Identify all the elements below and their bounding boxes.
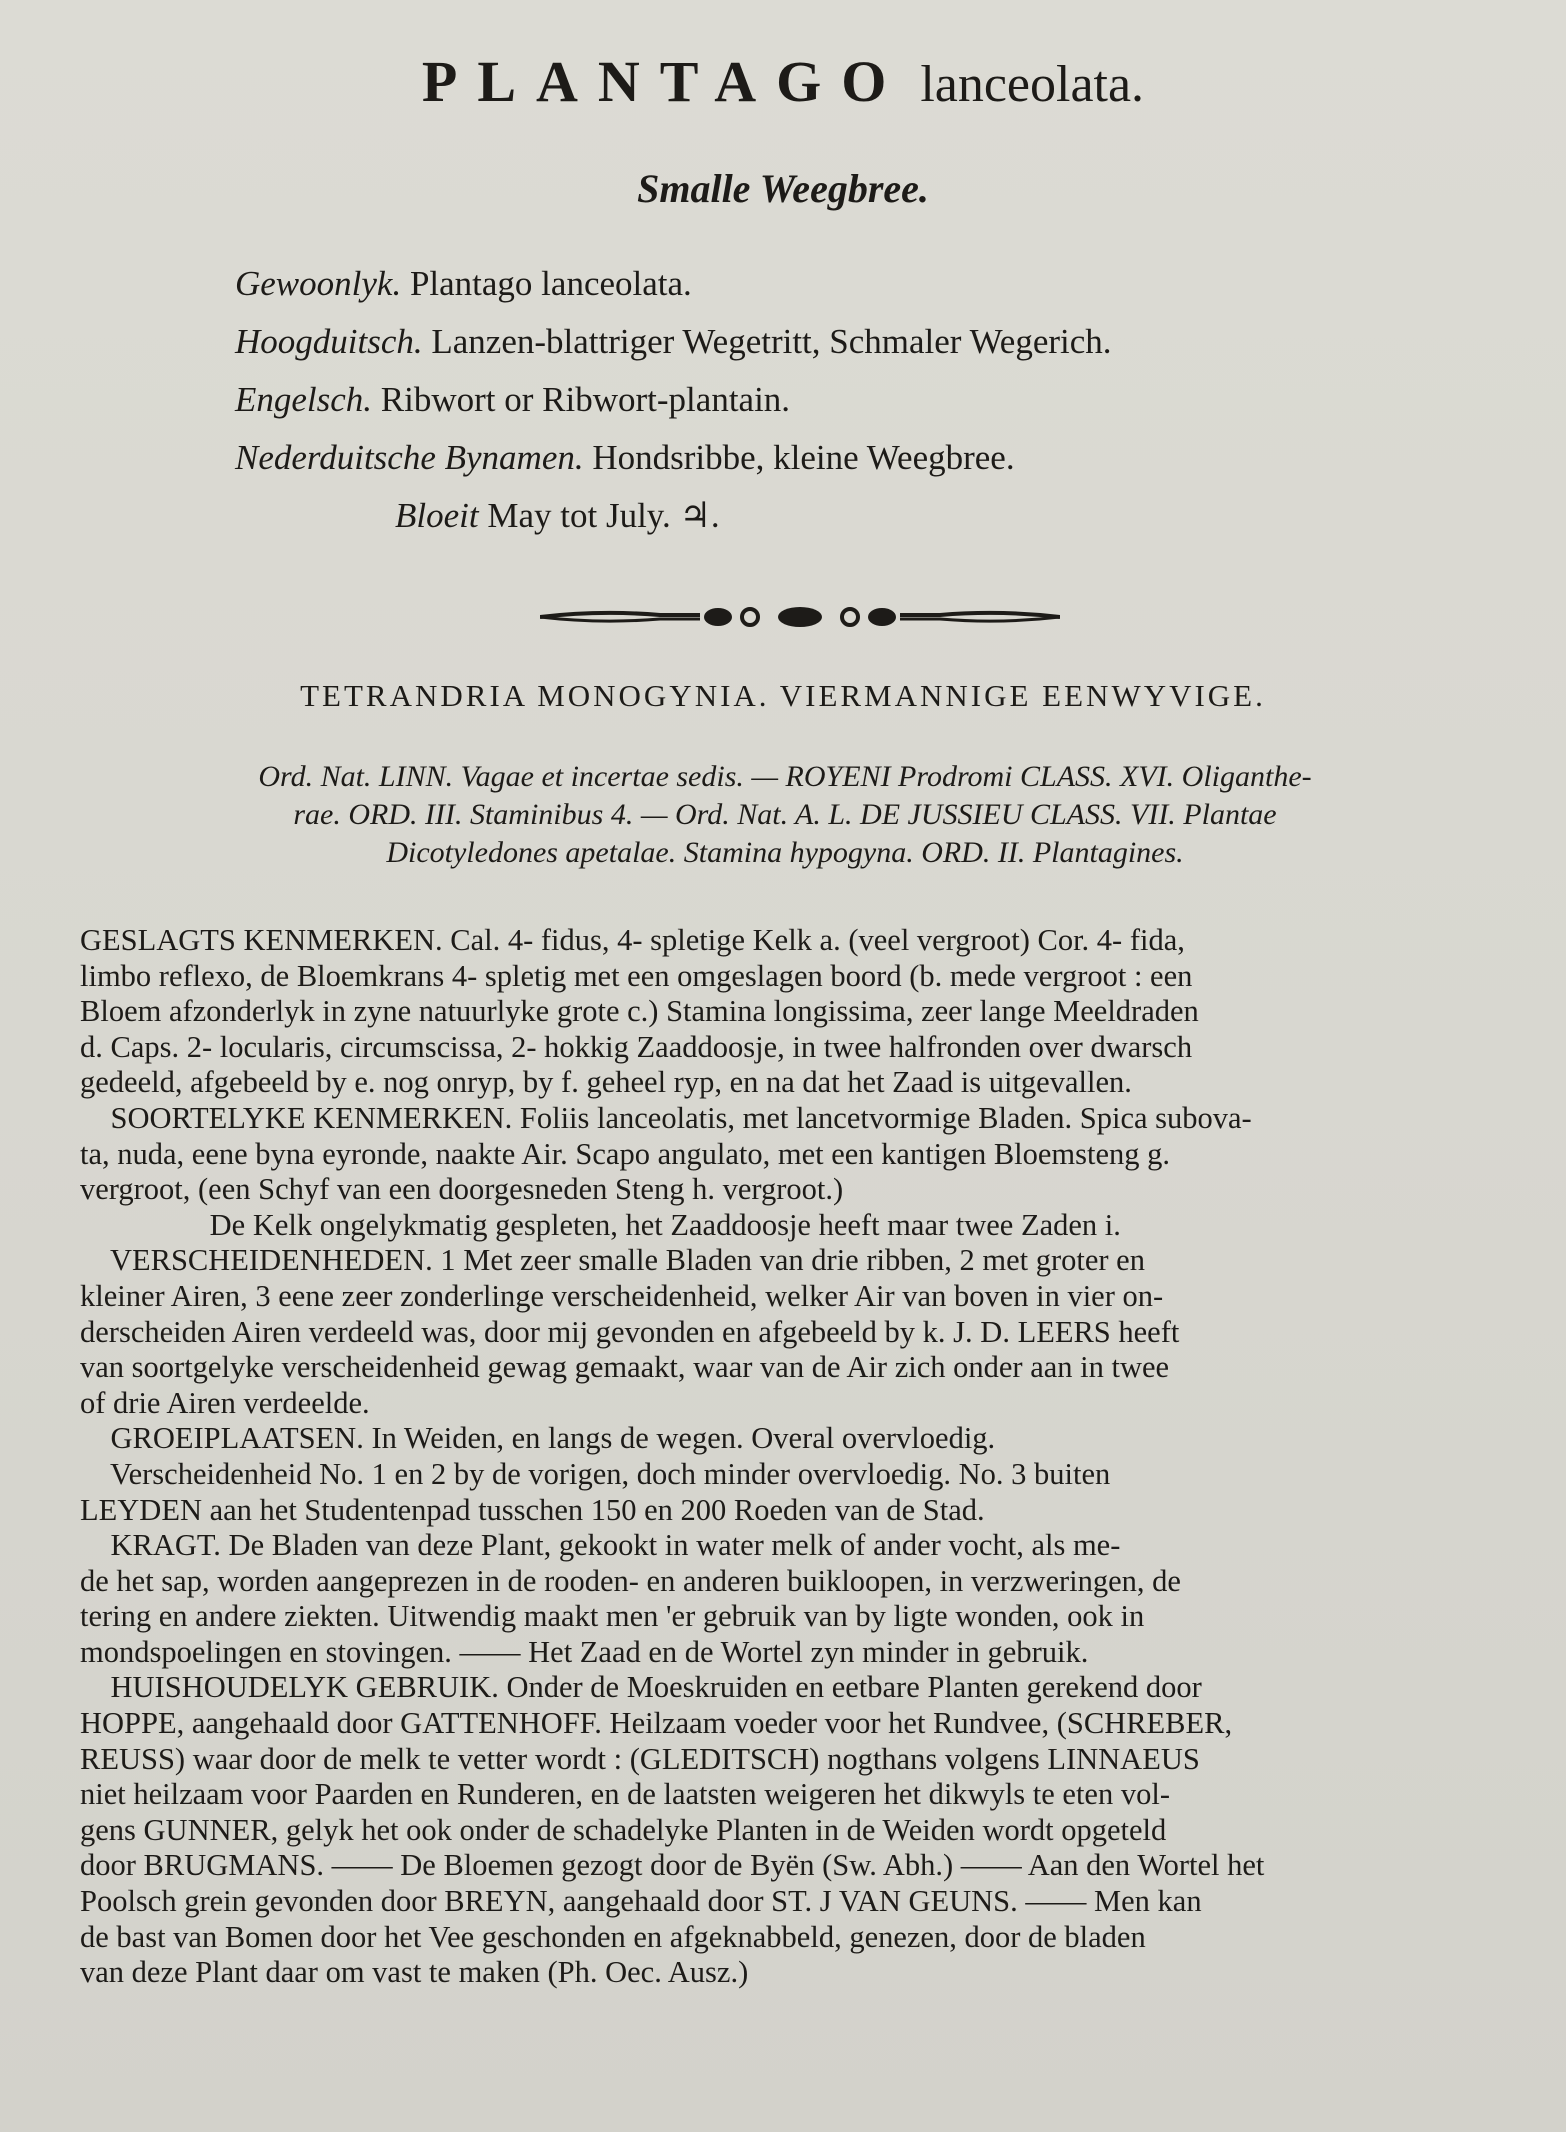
name-text: May tot July. ♃. — [487, 496, 720, 535]
name-text: Hondsribbe, kleine Weegbree. — [592, 438, 1015, 477]
body-line: van soortgelyke verscheidenheid gewag gemaakt, waar van de Air zich onder aan in twee — [80, 1350, 1170, 1385]
body-line: REUSS) waar door de melk te vetter wordt : (GLEDITSCH) nogthans volgens LINNAEUS — [80, 1741, 1200, 1776]
body-line: KRAGT. De Bladen van deze Plant, gekookt in water melk of ander vocht, als me- — [80, 1528, 1121, 1563]
name-label: Gewoonlyk. — [235, 264, 402, 303]
name-label: Bloeit — [395, 496, 479, 535]
body-line: kleiner Airen, 3 eene zeer zonderlinge verscheidenheid, welker Air van boven in vier on- — [80, 1278, 1164, 1313]
body-line: ta, nuda, eene byna eyronde, naakte Air. Scapo angulato, met een kantigen Bloemsteng g. — [80, 1136, 1171, 1171]
body-line: GROEIPLAATSEN. In Weiden, en langs de wegen. Overal overvloedig. — [80, 1421, 996, 1456]
body-line: derscheiden Airen verdeeld was, door mij gevonden en afgebeeld by k. J. D. LEERS heeft — [80, 1314, 1180, 1349]
linnaean-class-heading: TETRANDRIA MONOGYNIA. VIERMANNIGE EENWYVIGE. — [300, 678, 1266, 713]
name-line-english — [235, 371, 1335, 429]
body-line: of drie Airen verdeelde. — [80, 1385, 370, 1420]
body-line: VERSCHEIDENHEDEN. 1 Met zeer smalle Bladen van drie ribben, 2 met groter en — [80, 1243, 1145, 1278]
body-line: GESLAGTS KENMERKEN. Cal. 4- fidus, 4- spletige Kelk a. (veel vergroot) Cor. 4- fida, — [80, 923, 1185, 957]
body-line: Verscheidenheid No. 1 en 2 by de vorigen, doch minder overvloedig. No. 3 buiten — [80, 1456, 1111, 1491]
name-line-german — [235, 313, 1335, 371]
body-line: gens GUNNER, gelyk het ook onder de schadelyke Planten in de Weiden wordt opgeteld — [80, 1812, 1167, 1847]
name-line-dutch-bynames — [235, 429, 1335, 487]
order-line: Ord. Nat. LINN. Vagae et incertae sedis. — ROYENI Prodromi CLASS. XVI. Oliganthe- — [258, 760, 1312, 793]
order-line: Dicotyledones apetalae. Stamina hypogyna. ORD. II. Plantagines. — [386, 836, 1184, 869]
body-line: de bast van Bomen door het Vee geschonden en afgeknabbeld, genezen, door de bladen — [80, 1919, 1146, 1954]
body-line: tering en andere ziekten. Uitwendig maakt men 'er gebruik van by ligte wonden, ook in — [80, 1599, 1145, 1634]
body-line: van deze Plant daar om vast te maken (Ph. Oec. Ausz.) — [80, 1955, 749, 1990]
name-label: Engelsch. — [235, 380, 373, 419]
natural-order-block — [80, 758, 1490, 872]
body-line: niet heilzaam voor Paarden en Runderen, en de laatsten weigeren het dikwyls te eten vol- — [80, 1777, 1170, 1812]
body-line: de het sap, worden aangeprezen in de rooden- en anderen buikloopen, in verzweringen, de — [80, 1563, 1181, 1598]
body-line: limbo reflexo, de Bloemkrans 4- spletig met een omgeslagen boord (b. mede vergroot : een — [80, 958, 1193, 993]
body-line: vergroot, (een Schyf van een doorgesneden Steng h. vergroot.) — [80, 1172, 844, 1207]
genus-name: PLANTAGO — [421, 49, 907, 114]
body-line: Poolsch grein gevonden door BREYN, aangehaald door ST. J VAN GEUNS. —— Men kan — [80, 1884, 1202, 1919]
name-line-common — [235, 255, 1335, 313]
body-line: door BRUGMANS. —— De Bloemen gezogt door de Byën (Sw. Abh.) —— Aan den Wortel het — [80, 1848, 1265, 1883]
body-line: gedeeld, afgebeeld by e. nog onryp, by f. geheel ryp, en na dat het Zaad is uitgevallen. — [80, 1065, 1132, 1100]
dutch-common-name: Smalle Weegbree. — [637, 166, 929, 211]
name-text: Ribwort or Ribwort-plantain. — [380, 380, 791, 419]
species-name: lanceolata. — [920, 56, 1145, 113]
vernacular-names — [235, 255, 1335, 545]
page-title — [0, 48, 1566, 115]
body-line: LEYDEN aan het Studentenpad tusschen 150 en 200 Roeden van de Stad. — [80, 1492, 985, 1527]
name-line-bloom — [235, 487, 1335, 545]
name-label: Hoogduitsch. — [235, 322, 423, 361]
body-line: SOORTELYKE KENMERKEN. Foliis lanceolatis, met lancetvormige Bladen. Spica subova- — [80, 1100, 1252, 1135]
name-label: Nederduitsche Bynamen. — [235, 438, 584, 477]
name-text: Plantago lanceolata. — [409, 264, 692, 303]
description-body — [80, 923, 1500, 1991]
body-line: d. Caps. 2- locularis, circumscissa, 2- hokkig Zaaddoosje, in twee halfronden over dwarsch — [80, 1029, 1193, 1064]
name-text: Lanzen-blattriger Wegetritt, Schmaler Wegerich. — [431, 322, 1112, 361]
ornament-divider-icon — [540, 600, 1060, 634]
body-line: mondspoelingen en stovingen. —— Het Zaad en de Wortel zyn minder in gebruik. — [80, 1634, 1089, 1669]
body-line: HOPPE, aangehaald door GATTENHOFF. Heilzaam voeder voor het Rundvee, (SCHREBER, — [80, 1706, 1233, 1741]
body-line: De Kelk ongelykmatig gespleten, het Zaaddoosje heeft maar twee Zaden i. — [80, 1207, 1121, 1242]
order-line: rae. ORD. III. Staminibus 4. — Ord. Nat. A. L. DE JUSSIEU CLASS. VII. Plantae — [293, 798, 1277, 831]
body-line: HUISHOUDELYK GEBRUIK. Onder de Moeskruiden en eetbare Planten gerekend door — [80, 1670, 1202, 1705]
body-line: Bloem afzonderlyk in zyne natuurlyke grote c.) Stamina longissima, zeer lange Meeldraden — [80, 994, 1199, 1029]
